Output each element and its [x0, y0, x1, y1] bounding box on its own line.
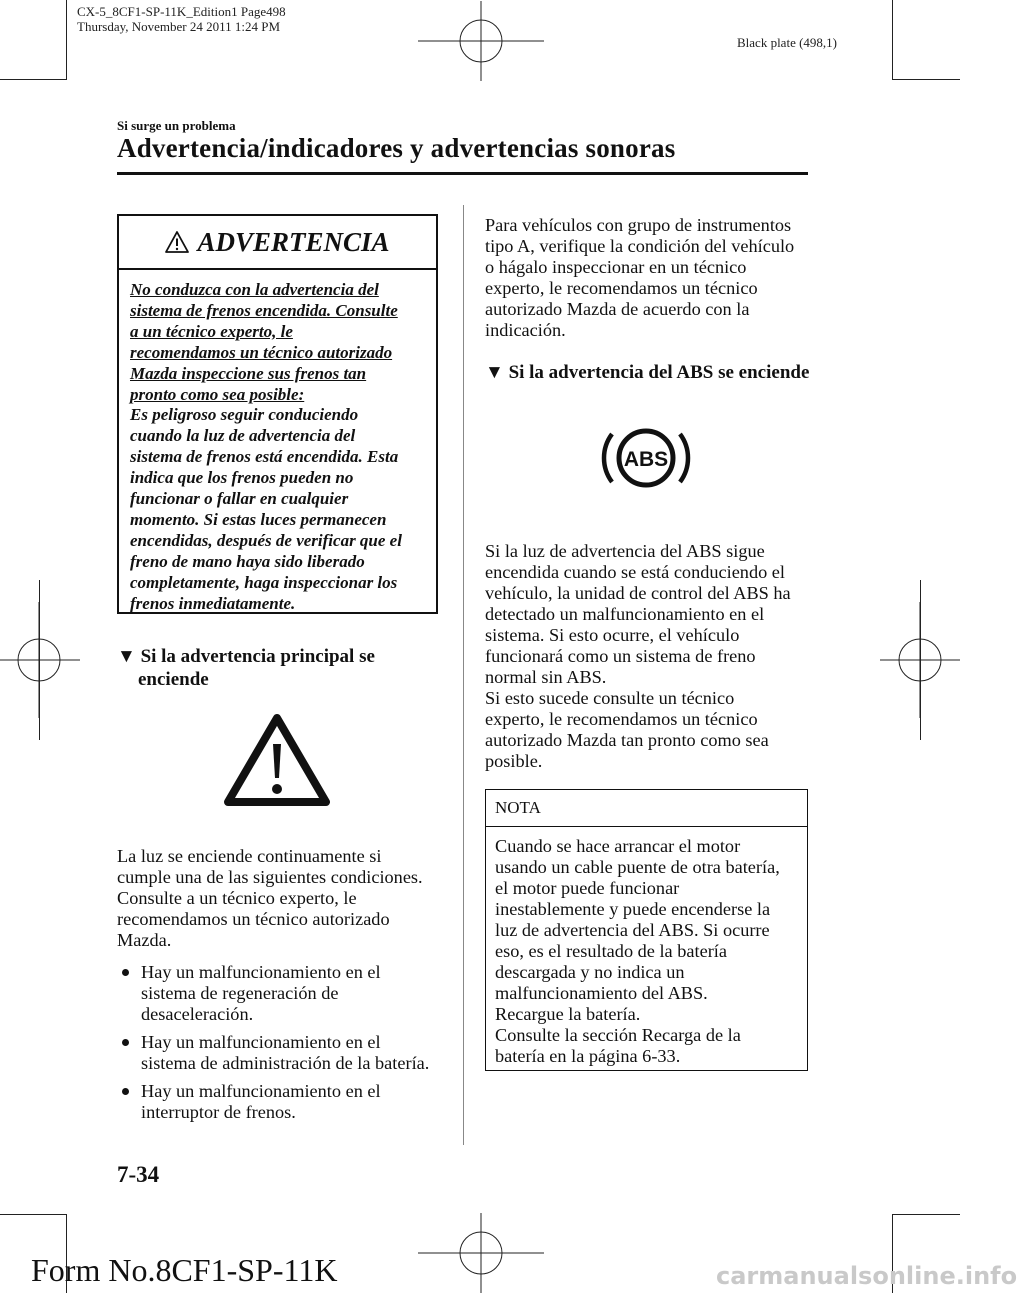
- list-item: Hay un malfuncionamiento en el sistema de administración de la batería.: [117, 1032, 457, 1074]
- crosshair-left-icon: [0, 602, 80, 718]
- print-meta-line2: Thursday, November 24 2011 1:24 PM: [77, 19, 281, 34]
- abs-warning-heading: ▼ Si la advertencia del ABS se enciende: [485, 362, 810, 383]
- abs-warning-icon: [598, 423, 694, 493]
- bullet-icon: [122, 1039, 129, 1046]
- print-meta-line1: CX-5_8CF1-SP-11K_Edition1 Page498: [77, 4, 286, 19]
- list-item: Hay un malfuncionamiento en el sistema de regeneración de desaceleración.: [117, 962, 457, 1025]
- page-title: Advertencia/indicadores y advertencias sonoras: [117, 133, 676, 163]
- abs-warning-paragraph: Si la luz de advertencia del ABS sigue encendida cuando se está conduciendo el vehículo, la unidad de control del ABS ha detectado un malfuncionamiento en el sistema. Si esto ocurre, el vehículo funcionará como un sistema de freno normal sin ABS. Si esto sucede consulte un técnico experto, le recomendamos un técnico autorizado Mazda tan pronto como sea posible.: [485, 541, 791, 771]
- bullet-icon: [122, 1088, 129, 1095]
- note-title: NOTA: [486, 790, 807, 827]
- warning-box: [117, 214, 438, 614]
- print-meta: [77, 4, 286, 34]
- warning-header: [119, 216, 436, 270]
- watermark: carmanualsonline.info: [716, 1262, 1017, 1290]
- crosshair-right-icon: [880, 602, 960, 718]
- master-warning-heading: ▼ Si la advertencia principal se enciende: [117, 646, 375, 690]
- crosshair-bottom-icon: [418, 1213, 544, 1293]
- warning-text: No conduzca con la advertencia del sistema de frenos encendida. Consulte a un técnico experto, le recomendamos un técnico autorizado Mazda inspeccione sus frenos tan pronto como sea posible: Es peligroso seguir conduciendo cuando la luz de advertencia del sistema de frenos está encendida. Esta indica que los frenos pueden no funcionar o fallar en cualquier momento. Si estas luces permanecen encendidas, después de verificar que el freno de mano haya sido liberado completamente, haga inspeccionar los frenos inmediatamente.: [130, 280, 402, 613]
- master-warning-icon: [222, 712, 332, 808]
- abs-icon-label: ABS: [623, 448, 669, 471]
- master-warning-paragraph: La luz se enciende continuamente si cumple una de las siguientes condiciones. Consulte a un técnico experto, le recomendamos un técnico autorizado Mazda.: [117, 846, 423, 950]
- plate-label: Black plate (498,1): [737, 35, 837, 50]
- warning-triangle-icon: [165, 231, 189, 253]
- form-number: Form No.8CF1-SP-11K: [31, 1252, 338, 1288]
- note-box: [485, 789, 808, 1071]
- list-item: Hay un malfuncionamiento en el interruptor de frenos.: [117, 1081, 457, 1123]
- page-number: 7-34: [117, 1162, 160, 1187]
- bullet-icon: [122, 969, 129, 976]
- instrument-cluster-paragraph: Para vehículos con grupo de instrumentos tipo A, verifique la condición del vehículo o hágalo inspeccionar en un técnico experto, le recomendamos un técnico autorizado Mazda de acuerdo con la indicación.: [485, 215, 795, 340]
- crosshair-top-icon: [418, 1, 544, 81]
- warning-title: ADVERTENCIA: [197, 226, 390, 257]
- section-label: Si surge un problema: [117, 118, 236, 133]
- note-text: Cuando se hace arrancar el motor usando un cable puente de otra batería, el motor puede funcionar inestablemente y puede encenderse la luz de advertencia del ABS. Si ocurre eso, es el resultado de la batería descargada y no indica un malfuncionamiento del ABS. Recargue la batería. Consulte la sección Recarga de la batería en la página 6-33.: [495, 836, 780, 1066]
- title-rule: [117, 172, 808, 175]
- conditions-list: [117, 962, 457, 1130]
